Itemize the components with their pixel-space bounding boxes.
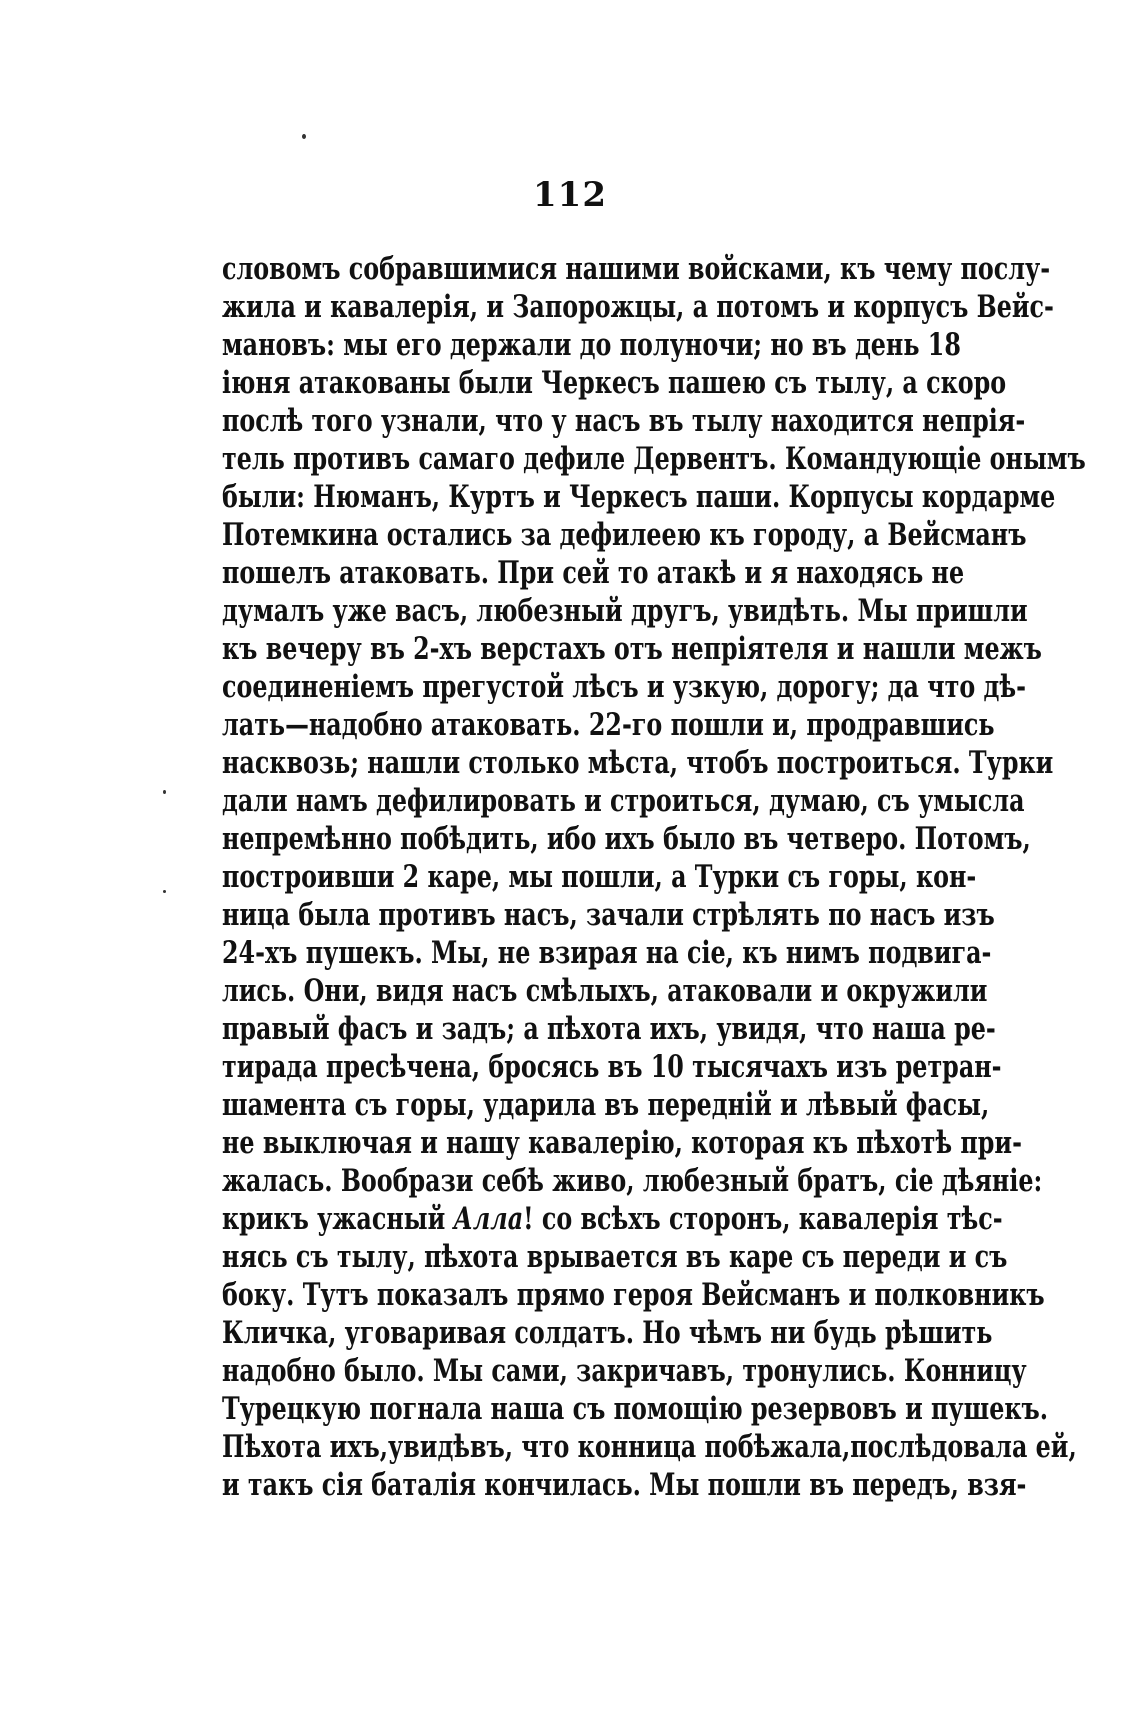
text-line: жила и кавалерія, и Запорожцы, а потомъ и корпусъ Вейс-	[222, 289, 1054, 325]
text-line: послѣ того узнали, что у насъ въ тылу находится непрія-	[222, 403, 1026, 439]
text-line: Потемкина остались за дефилеею къ городу, а Вейсманъ	[222, 517, 1027, 553]
text-line: лать—надобно атаковать. 22-го пошли и, продравшись	[222, 707, 995, 743]
body-text	[222, 250, 1086, 1504]
text-line: боку. Тутъ показалъ прямо героя Вейсманъ и полковникъ	[222, 1277, 1045, 1313]
text-line: словомъ собравшимися нашими войсками, къ чему послу-	[222, 251, 1051, 287]
text-line: думалъ уже васъ, любезный другъ, увидѣть. Мы пришли	[222, 593, 1028, 629]
page-speck	[163, 790, 166, 794]
text-line: насквозь; нашли столько мѣста, чтобъ построиться. Турки	[222, 745, 1054, 781]
text-line: Пѣхота ихъ,увидѣвъ, что конница побѣжала,послѣдовала ей,	[222, 1429, 1077, 1465]
text-line: были: Нюманъ, Куртъ и Черкесъ паши. Корпусы кордарме	[222, 479, 1056, 515]
text-line: шамента съ горы, ударила въ передній и лѣвый фасы,	[222, 1087, 990, 1123]
text-line: непремѣнно побѣдить, ибо ихъ было въ четверо. Потомъ,	[222, 821, 1031, 857]
page-speck	[302, 134, 306, 139]
text-line: къ вечеру въ 2-хъ верстахъ отъ непріятеля и нашли межъ	[222, 631, 1042, 667]
text-line: Кличка, уговаривая солдатъ. Но чѣмъ ни будь рѣшить	[222, 1315, 993, 1351]
text-line: тирада пресѣчена, бросясь въ 10 тысячахъ изъ ретран-	[222, 1049, 1002, 1085]
text-line: жалась. Вообрази себѣ живо, любезный братъ, сіе дѣяніе:	[222, 1163, 1043, 1199]
text-line: пошелъ атаковать. При сей то атакѣ и я находясь не	[222, 555, 965, 591]
text-line: мановъ: мы его держали до полуночи; но въ день 18	[222, 327, 961, 363]
text-line: нясь съ тылу, пѣхота врывается въ каре съ переди и съ	[222, 1239, 1008, 1275]
text-line: дали намъ дефилировать и строиться, думаю, съ умысла	[222, 783, 1025, 819]
page-speck	[163, 890, 166, 893]
text-line: ница была противъ насъ, зачали стрѣлять по насъ изъ	[222, 897, 995, 933]
text-line: соединеніемъ прегустой лѣсъ и узкую, дорогу; да что дѣ-	[222, 669, 1026, 705]
text-line: правый фасъ и задъ; а пѣхота ихъ, увидя, что наша ре-	[222, 1011, 996, 1047]
italic-word: Алла	[453, 1201, 524, 1237]
text-line: надобно было. Мы сами, закричавъ, тронулись. Конницу	[222, 1353, 1027, 1389]
text-line: 24-хъ пушекъ. Мы, не взирая на сіе, къ нимъ подвига-	[222, 935, 992, 971]
text-line: и такъ сія баталія кончилась. Мы пошли въ передъ, взя-	[222, 1467, 1027, 1503]
text-line: не выключая и нашу кавалерію, которая къ пѣхотѣ при-	[222, 1125, 1022, 1161]
text-line: построивши 2 каре, мы пошли, а Турки съ горы, кон-	[222, 859, 977, 895]
text-line: лись. Они, видя насъ смѣлыхъ, атаковали и окружили	[222, 973, 988, 1009]
text-line: іюня атакованы были Черкесъ пашею съ тылу, а скоро	[222, 365, 1007, 401]
page-number: 112	[533, 175, 607, 215]
text-line: тель противъ самаго дефиле Дервентъ. Командующіе онымъ	[222, 441, 1086, 477]
text-line: крикъ ужасный Алла! со всѣхъ сторонъ, кавалерія тѣс-	[222, 1201, 1003, 1237]
text-line: Турецкую погнала наша съ помощію резервовъ и пушекъ.	[222, 1391, 1049, 1427]
